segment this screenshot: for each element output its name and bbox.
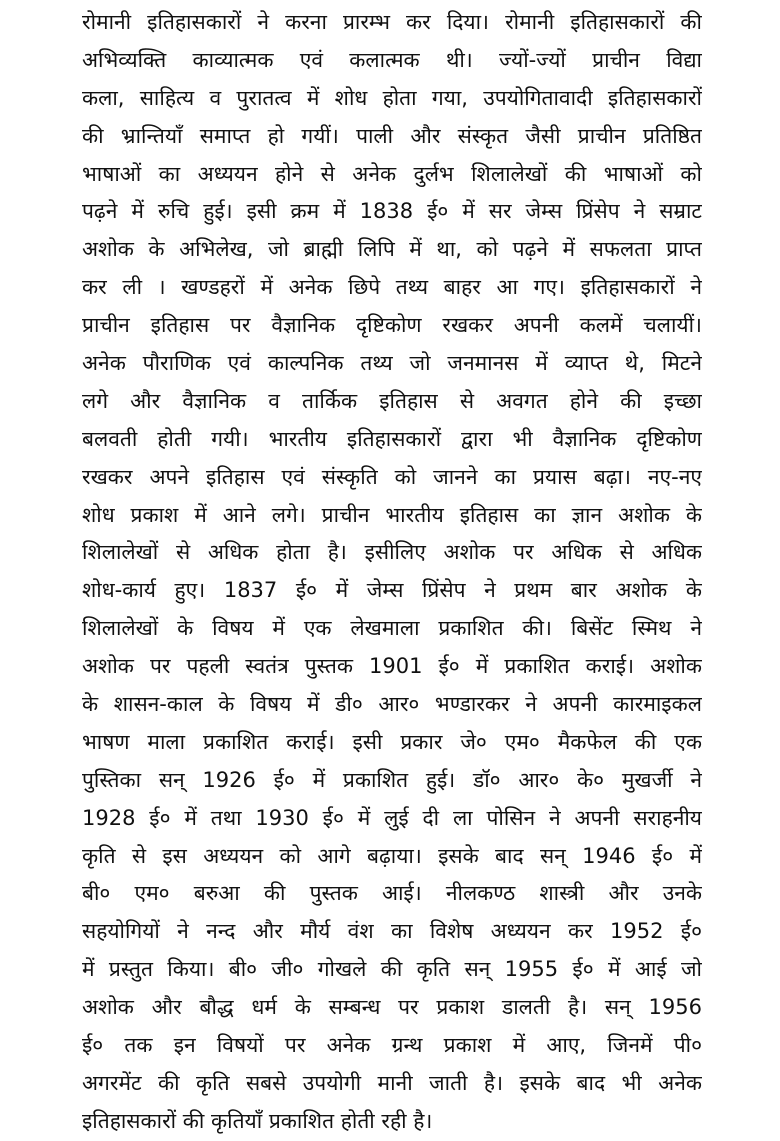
text-line: अशोक के अभिलेख, जो ब्राह्मी लिपि में था, को पढ़ने में सफलता प्राप्त [82,237,702,262]
text-line: इतिहासकारों की कृतियाँ प्रकाशित होती रही है। [82,1108,433,1133]
text-line: शिलालेखों से अधिक होता है। इसीलिए अशोक पर अधिक से अधिक [82,540,702,565]
text-line: अनेक पौराणिक एवं काल्पनिक तथ्य जो जनमानस में व्याप्त थे, मिटने [82,351,702,376]
document-page [82,4,702,1141]
text-line: रखकर अपने इतिहास एवं संस्कृति को जानने का प्रयास बढ़ा। नए-नए [82,464,702,489]
text-line: अशोक और बौद्ध धर्म के सम्बन्ध पर प्रकाश डालती है। सन् 1956 [82,995,702,1020]
text-line: ई० तक इन विषयों पर अनेक ग्रन्थ प्रकाश में आए, जिनमें पी० [82,1033,702,1058]
text-line: भाषण माला प्रकाशित कराई। इसी प्रकार जे० एम० मैकफेल की एक [82,729,702,754]
text-line: कृति से इस अध्ययन को आगे बढ़ाया। इसके बाद सन् 1946 ई० में [82,843,702,868]
text-line: पढ़ने में रुचि हुई। इसी क्रम में 1838 ई० में सर जेम्स प्रिंसेप ने सम्राट [82,199,702,224]
text-line: के शासन-काल के विषय में डी० आर० भण्डारकर ने अपनी कारमाइकल [82,692,702,717]
text-line: शिलालेखों के विषय में एक लेखमाला प्रकाशित की। बिसेंट स्मिथ ने [82,616,702,641]
text-line: लगे और वैज्ञानिक व तार्किक इतिहास से अवगत होने की इच्छा [82,388,702,413]
text-line: अशोक पर पहली स्वतंत्र पुस्तक 1901 ई० में प्रकाशित कराई। अशोक [82,654,702,679]
text-line: शोध-कार्य हुए। 1837 ई० में जेम्स प्रिंसेप ने प्रथम बार अशोक के [82,578,702,603]
text-line: प्राचीन इतिहास पर वैज्ञानिक दृष्टिकोण रखकर अपनी कलमें चलायीं। [82,313,702,338]
text-line: अगरमेंट की कृति सबसे उपयोगी मानी जाती है। इसके बाद भी अनेक [82,1070,702,1095]
text-line: में प्रस्तुत किया। बी० जी० गोखले की कृति सन् 1955 ई० में आई जो [82,957,702,982]
text-line: पुस्तिका सन् 1926 ई० में प्रकाशित हुई। डॉ० आर० के० मुखर्जी ने [82,767,702,792]
text-line: बी० एम० बरुआ की पुस्तक आई। नीलकण्ठ शास्त्री और उनके [82,881,702,906]
text-line: भाषाओं का अध्ययन होने से अनेक दुर्लभ शिलालेखों की भाषाओं को [82,161,702,186]
text-line: शोध प्रकाश में आने लगे। प्राचीन भारतीय इतिहास का ज्ञान अशोक के [82,502,702,527]
text-line: अभिव्यक्ति काव्यात्मक एवं कलात्मक थी। ज्यों-ज्यों प्राचीन विद्या [82,47,702,72]
text-line: बलवती होती गयी। भारतीय इतिहासकारों द्वारा भी वैज्ञानिक दृष्टिकोण [82,426,702,451]
text-line: की भ्रान्तियाँ समाप्त हो गयीं। पाली और संस्कृत जैसी प्राचीन प्रतिष्ठित [82,123,702,148]
text-line: रोमानी इतिहासकारों ने करना प्रारम्भ कर दिया। रोमानी इतिहासकारों की [82,10,702,34]
text-line: सहयोगियों ने नन्द और मौर्य वंश का विशेष अध्ययन कर 1952 ई० [82,919,702,944]
text-line: कला, साहित्य व पुरातत्व में शोध होता गया, उपयोगितावादी इतिहासकारों [82,85,702,110]
text-line: 1928 ई० में तथा 1930 ई० में लुई दी ला पोसिन ने अपनी सराहनीय [82,805,702,830]
text-line: कर ली । खण्डहरों में अनेक छिपे तथ्य बाहर आ गए। इतिहासकारों ने [82,275,702,300]
